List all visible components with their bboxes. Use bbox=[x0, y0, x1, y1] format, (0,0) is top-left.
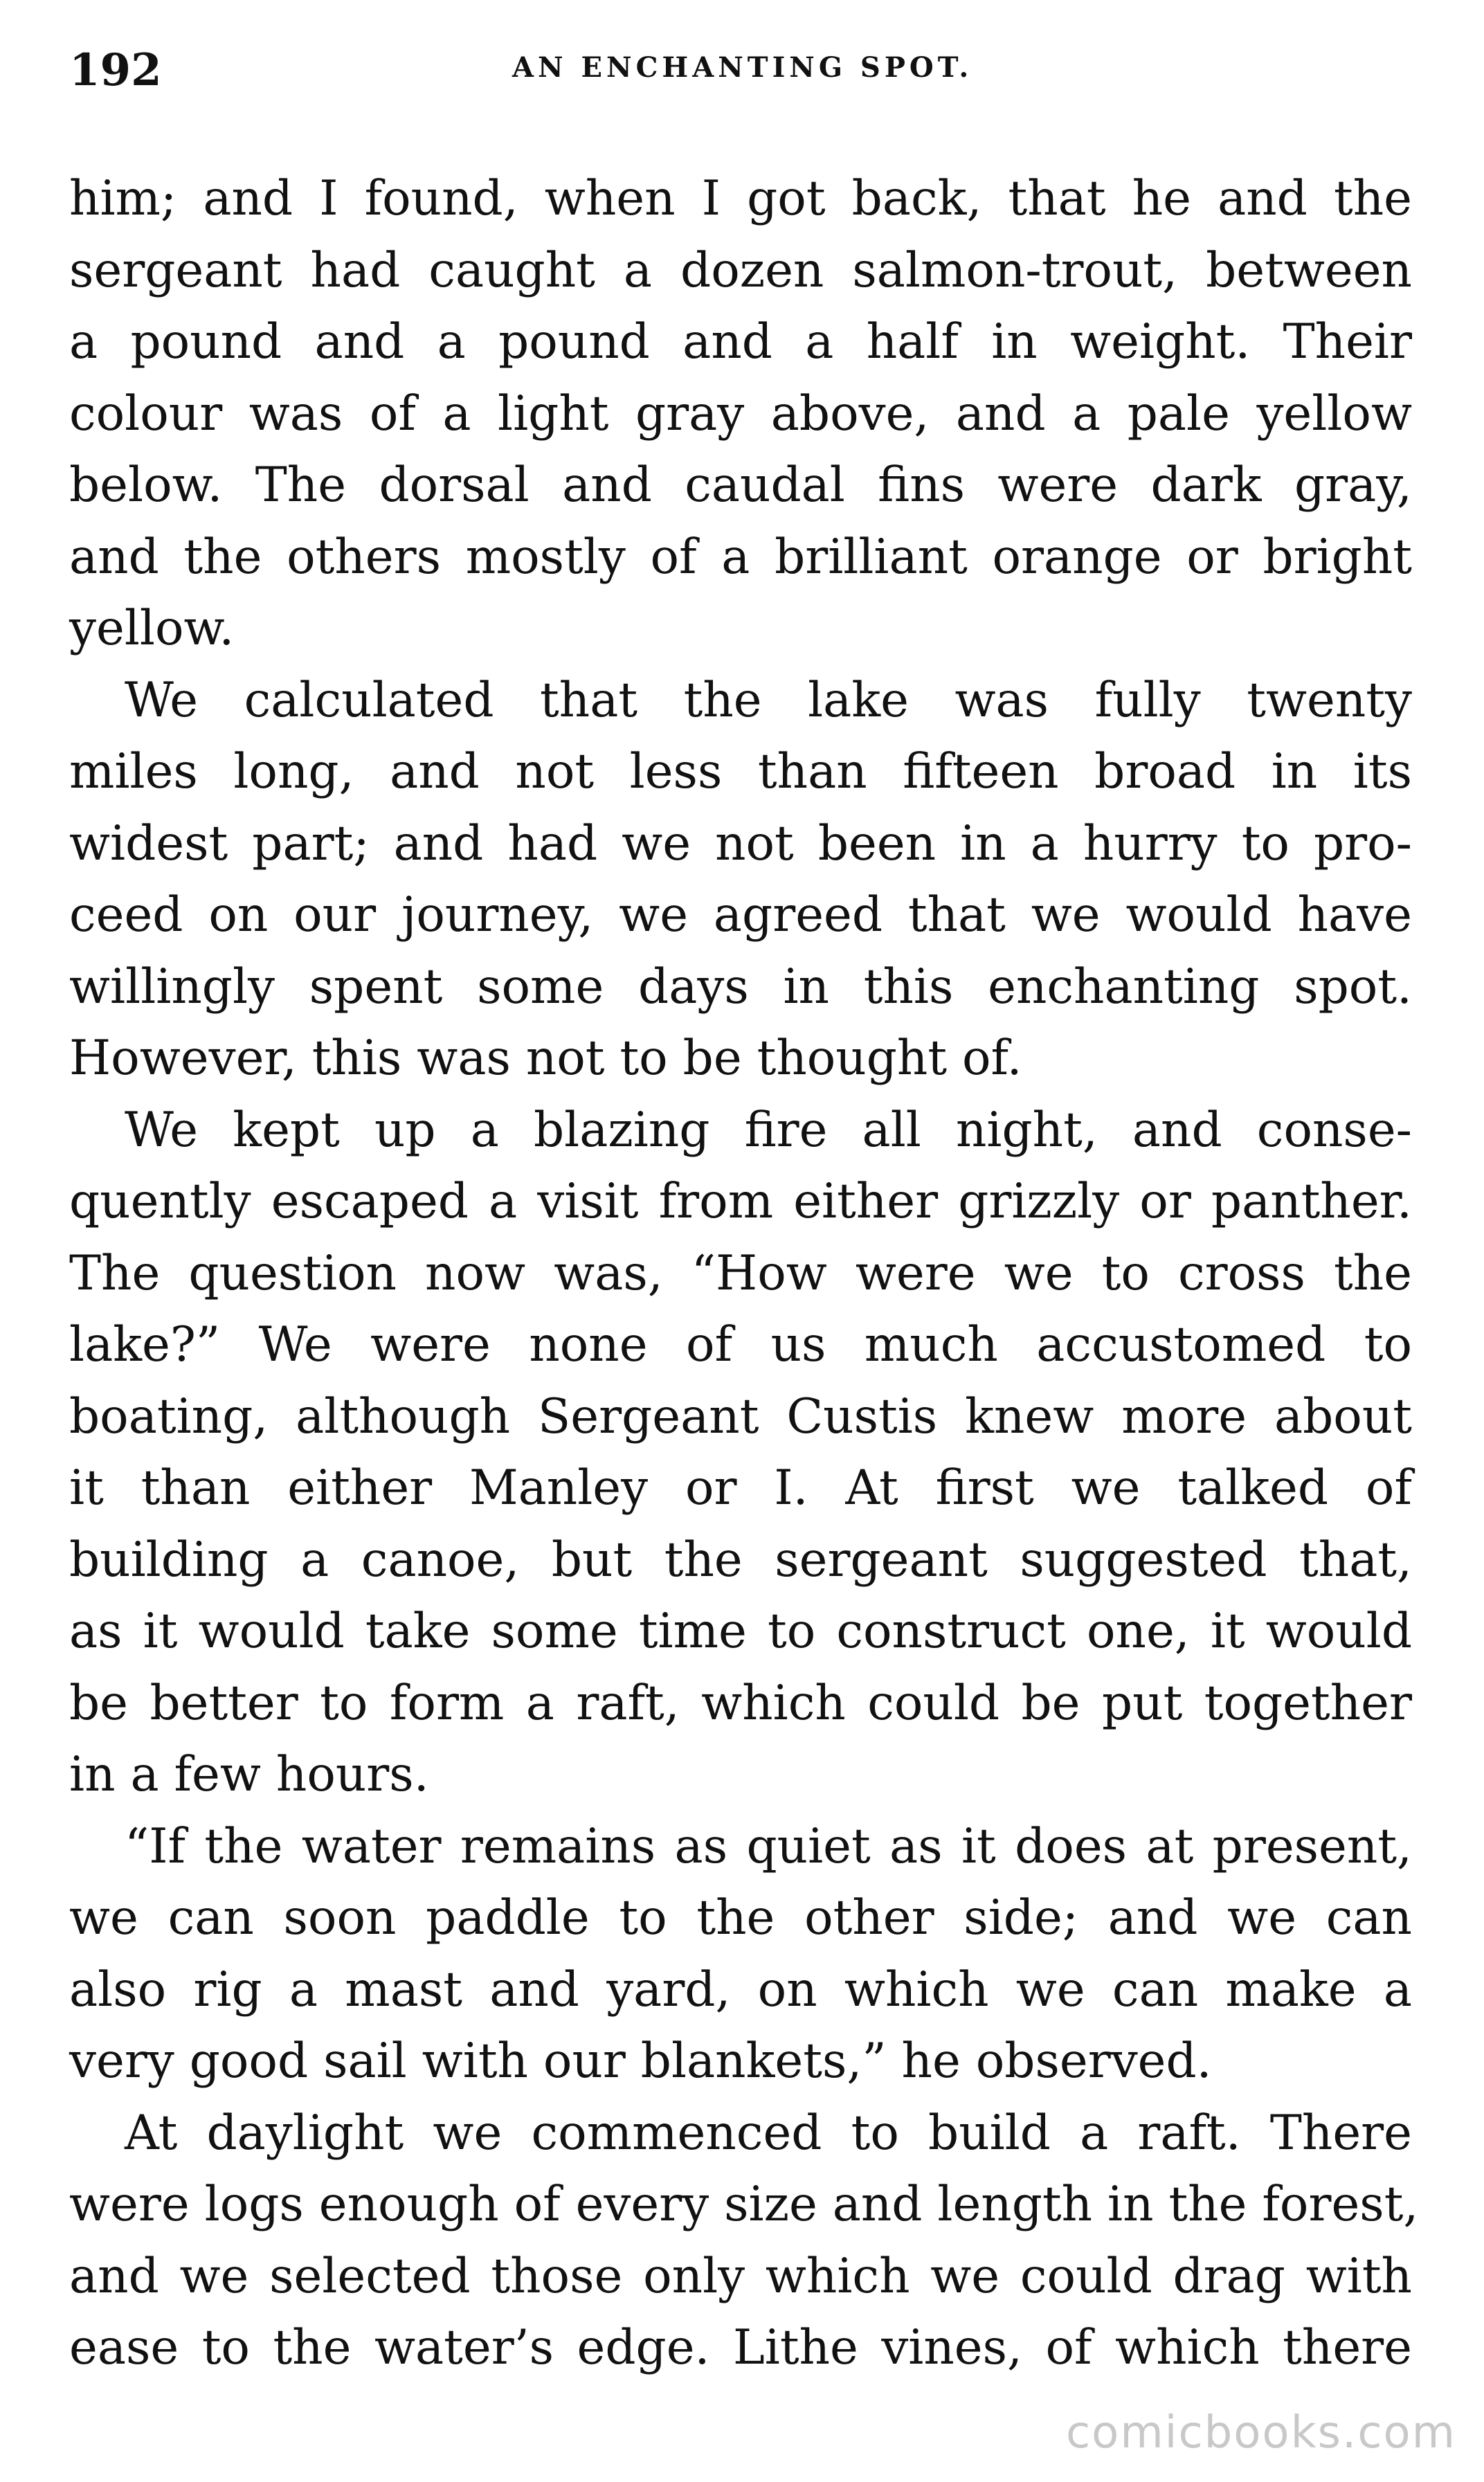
text-line: The question now was, “How were we to cross the bbox=[69, 1245, 1412, 1301]
text-line: building a canoe, but the sergeant suggested that, bbox=[69, 1532, 1412, 1588]
text-line: and we selected those only which we could drag with bbox=[69, 2248, 1412, 2304]
text-line: We kept up a blazing fire all night, and conse- bbox=[125, 1102, 1412, 1158]
text-line: it than either Manley or I. At first we talked of bbox=[69, 1460, 1412, 1516]
text-line: also rig a mast and yard, on which we can make a bbox=[69, 1962, 1412, 2018]
text-line: a pound and a pound and a half in weight. Their bbox=[69, 314, 1412, 370]
body-text bbox=[69, 163, 1419, 2384]
text-line: boating, although Sergeant Custis knew more about bbox=[69, 1388, 1412, 1444]
text-line: below. The dorsal and caudal fins were dark gray, bbox=[69, 458, 1412, 513]
text-line: miles long, and not less than fifteen broad in its bbox=[69, 744, 1412, 799]
text-line: yellow. bbox=[69, 601, 235, 656]
text-line: “If the water remains as quiet as it does at present, bbox=[125, 1818, 1412, 1874]
paragraph bbox=[69, 1095, 1412, 1811]
text-line: widest part; and had we not been in a hurry to pro- bbox=[69, 815, 1412, 871]
paragraph bbox=[69, 163, 1412, 665]
text-line: quently escaped a visit from either grizzly or panther. bbox=[69, 1174, 1412, 1229]
text-line: him; and I found, when I got back, that he and the bbox=[69, 171, 1412, 226]
paragraph bbox=[69, 1811, 1412, 2098]
text-line: be better to form a raft, which could be put together bbox=[69, 1675, 1412, 1731]
text-line: sergeant had caught a dozen salmon-trout, between bbox=[69, 242, 1412, 298]
page-header bbox=[69, 28, 1412, 111]
text-line: However, this was not to be thought of. bbox=[69, 1031, 1022, 1086]
text-line: ceed on our journey, we agreed that we would have bbox=[69, 887, 1412, 943]
text-line: ease to the water’s edge. Lithe vines, of which there bbox=[69, 2320, 1412, 2375]
page-number: 192 bbox=[69, 44, 162, 96]
text-line: We calculated that the lake was fully twenty bbox=[125, 672, 1412, 728]
text-line: were logs enough of every size and length in the forest, bbox=[69, 2177, 1419, 2232]
running-head: AN ENCHANTING SPOT. bbox=[512, 51, 973, 84]
text-line: and the others mostly of a brilliant orange or bright bbox=[69, 529, 1412, 585]
text-line: willingly spent some days in this enchanting spot. bbox=[69, 959, 1412, 1015]
text-line: At daylight we commenced to build a raft. There bbox=[125, 2105, 1412, 2161]
text-line: we can soon paddle to the other side; and we can bbox=[69, 1890, 1412, 1946]
text-line: as it would take some time to construct one, it would bbox=[69, 1604, 1412, 1659]
watermark-text: comicbooks.com bbox=[1065, 2407, 1456, 2458]
text-line: lake?” We were none of us much accustomed to bbox=[69, 1317, 1412, 1373]
text-line: in a few hours. bbox=[69, 1747, 429, 1802]
text-line: very good sail with our blankets,” he observed. bbox=[69, 2033, 1212, 2089]
text-line: colour was of a light gray above, and a pale yellow bbox=[69, 386, 1412, 442]
paragraph bbox=[69, 2098, 1419, 2384]
paragraph bbox=[69, 665, 1412, 1095]
